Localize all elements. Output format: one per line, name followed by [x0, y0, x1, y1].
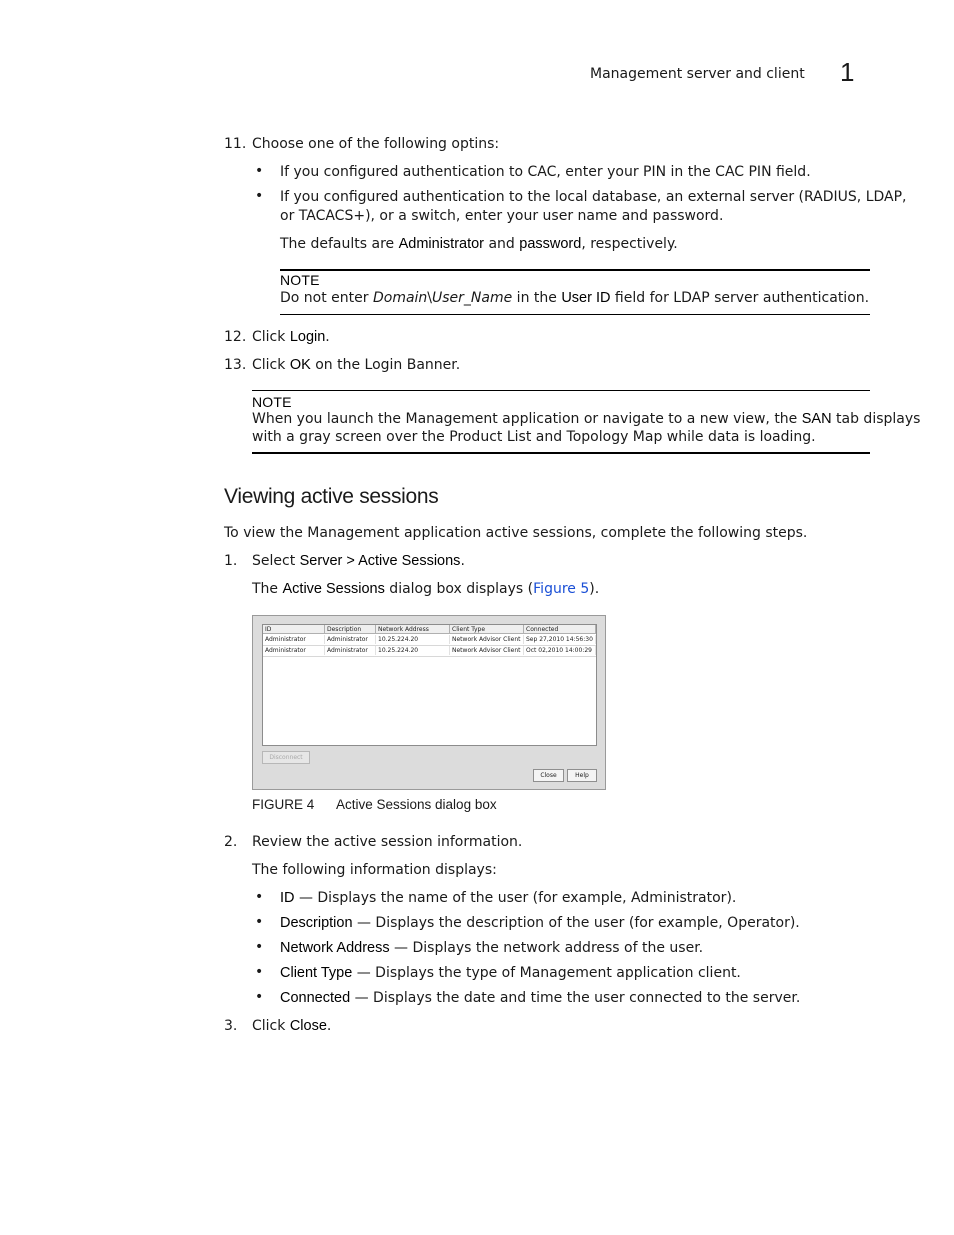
- intro-paragraph: To view the Management application active sessions, complete the following steps.: [224, 525, 808, 541]
- list-item: If you configured authentication to the local database, an external server (RADIUS, LDAP,: [280, 189, 907, 205]
- column-header-id[interactable]: ID: [263, 625, 325, 634]
- ui-term: Server > Active Sessions: [299, 553, 461, 569]
- row-divider: [263, 656, 596, 657]
- bullet-icon: •: [255, 914, 264, 930]
- table-cell[interactable]: Oct 02,2010 14:00:29: [524, 646, 596, 655]
- text: — Displays the date and time the user connected to the server.: [350, 990, 801, 1006]
- step-text: [252, 552, 465, 570]
- text: .: [325, 329, 330, 345]
- note-bottom-rule: [280, 314, 870, 315]
- note-label: NOTE: [280, 272, 320, 288]
- list-item: If you configured authentication to CAC, enter your PIN in the CAC PIN field.: [280, 164, 811, 180]
- ui-term: Connected: [280, 990, 351, 1006]
- figure-caption: Active Sessions dialog box: [336, 797, 497, 812]
- ui-term: Login: [289, 329, 326, 345]
- text: — Displays the description of the user (for example, Operator).: [352, 915, 800, 931]
- note-bottom-rule: [252, 452, 870, 454]
- text: Do not enter: [280, 290, 373, 306]
- text: dialog box displays (: [384, 581, 534, 597]
- defaults-paragraph: [280, 235, 678, 253]
- section-heading: Viewing active sessions: [224, 485, 439, 508]
- text: The defaults are: [280, 236, 399, 252]
- close-button[interactable]: Close: [533, 769, 564, 782]
- note-top-rule: [280, 269, 870, 271]
- text: in the: [512, 290, 562, 306]
- table-cell[interactable]: Administrator: [325, 646, 376, 655]
- ui-term: User ID: [561, 290, 611, 306]
- ui-term: ID: [280, 890, 295, 906]
- note-label: NOTE: [252, 394, 292, 410]
- step-text: [252, 1017, 331, 1035]
- column-header-connected[interactable]: Connected: [524, 625, 596, 634]
- ui-term: SAN: [801, 411, 832, 427]
- text: Click: [252, 357, 290, 373]
- table-cell[interactable]: Administrator: [325, 635, 376, 644]
- table-cell[interactable]: Network Advisor Client: [450, 646, 524, 655]
- step-text: [252, 356, 460, 374]
- step-text: Review the active session information.: [252, 834, 523, 850]
- note-text: [280, 289, 869, 307]
- sessions-table: [262, 624, 597, 746]
- list-item: [280, 939, 703, 957]
- text: field for LDAP server authentication.: [610, 290, 870, 306]
- step-number: 12.: [224, 329, 247, 345]
- text: .: [326, 1018, 332, 1034]
- step-text: [252, 328, 330, 346]
- list-item: [280, 989, 800, 1007]
- ui-term: Client Type: [280, 965, 353, 981]
- step-number: 11.: [224, 136, 247, 152]
- text: ).: [589, 581, 600, 597]
- chapter-number: 1: [840, 57, 855, 87]
- text: — Displays the name of the user (for example, Administrator).: [294, 890, 737, 906]
- active-sessions-dialog: [252, 615, 606, 790]
- help-button[interactable]: Help: [567, 769, 597, 782]
- bullet-icon: •: [255, 188, 264, 204]
- list-item: [280, 914, 800, 932]
- step-subtext: The following information displays:: [252, 862, 497, 878]
- ui-term: OK: [289, 357, 311, 373]
- table-cell[interactable]: Administrator: [263, 646, 325, 655]
- column-header-network-address[interactable]: Network Address: [376, 625, 450, 634]
- table-cell[interactable]: Network Advisor Client: [450, 635, 524, 644]
- text: — Displays the network address of the user.: [389, 940, 704, 956]
- disconnect-button[interactable]: Disconnect: [262, 751, 310, 764]
- column-header-description[interactable]: Description: [325, 625, 376, 634]
- step-number: 2.: [224, 834, 238, 850]
- text: Select: [252, 553, 300, 569]
- text: \: [427, 290, 433, 306]
- text: , respectively.: [581, 236, 678, 252]
- placeholder-term: Domain: [372, 290, 428, 306]
- ui-term: Close: [289, 1018, 327, 1034]
- bullet-icon: •: [255, 889, 264, 905]
- note-text: [252, 410, 920, 428]
- table-cell[interactable]: 10.25.224.20: [376, 635, 450, 644]
- running-header: Management server and client: [590, 66, 805, 82]
- list-item: [280, 964, 741, 982]
- text: Click: [252, 329, 290, 345]
- note-text-continued: with a gray screen over the Product List and Topology Map while data is loading.: [252, 429, 816, 445]
- figure-label: FIGURE 4: [252, 797, 315, 812]
- step-text: Choose one of the following optins:: [252, 136, 500, 152]
- ui-term: password: [519, 236, 582, 252]
- bullet-icon: •: [255, 163, 264, 179]
- ui-term: Description: [280, 915, 353, 931]
- table-cell[interactable]: Administrator: [263, 635, 325, 644]
- column-header-client-type[interactable]: Client Type: [450, 625, 524, 634]
- step-number: 3.: [224, 1018, 238, 1034]
- ui-term: Active Sessions: [282, 581, 385, 597]
- text: and: [484, 236, 520, 252]
- text: Click: [252, 1018, 290, 1034]
- list-item-continued: or TACACS+), or a switch, enter your user name and password.: [280, 208, 724, 224]
- text: on the Login Banner.: [310, 357, 461, 373]
- step-subtext: [252, 580, 599, 598]
- bullet-icon: •: [255, 964, 264, 980]
- text: — Displays the type of Management application client.: [352, 965, 741, 981]
- text: The: [252, 581, 283, 597]
- ui-term: Network Address: [280, 940, 390, 956]
- table-cell[interactable]: 10.25.224.20: [376, 646, 450, 655]
- note-top-rule: [252, 390, 870, 391]
- figure-link[interactable]: Figure 5: [533, 581, 590, 597]
- step-number: 1.: [224, 553, 238, 569]
- placeholder-term: User_Name: [432, 290, 513, 306]
- table-cell[interactable]: Sep 27,2010 14:56:30: [524, 635, 596, 644]
- bullet-icon: •: [255, 939, 264, 955]
- bullet-icon: •: [255, 989, 264, 1005]
- step-number: 13.: [224, 357, 247, 373]
- text: .: [460, 553, 465, 569]
- text: tab displays: [831, 411, 921, 427]
- text: When you launch the Management application or navigate to a new view, the: [252, 411, 802, 427]
- list-item: [280, 889, 736, 907]
- ui-term: Administrator: [398, 236, 485, 252]
